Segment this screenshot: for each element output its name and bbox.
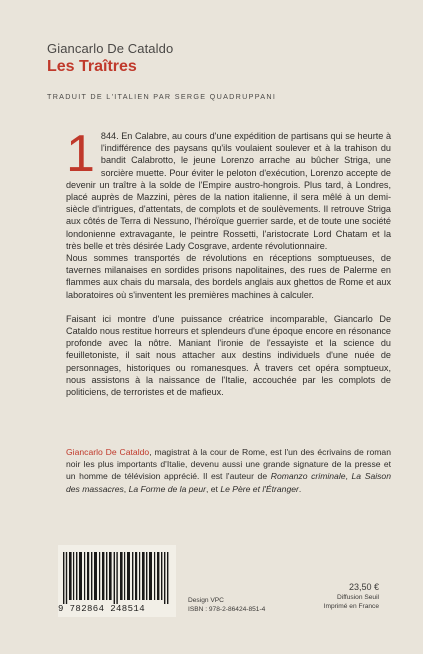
credits xyxy=(188,596,265,614)
author-name: Giancarlo De Cataldo xyxy=(47,41,174,56)
bio-author-name: Giancarlo De Cataldo xyxy=(66,447,150,457)
synopsis-paragraph-1-text: 844. En Calabre, au cours d'une expédition de partisans qui se heurte à l'indifférence des paysans qu'ils voulaient soulever et à la trahison du bandit Calabrotto, le jeune Lorenzo arrache au bûcher Striga, une sorcière muette. Pour éviter le peloton d'exécution, Lorenzo accepte de devenir un traître à la solde de l'Empire austro-hongrois. Plus tard, à Londres, placé auprès de Mazzini, pères de la nation italienne, il sera mêlé à un demi-siècle d'intrigues, d'attentats, de complots et de soulèvements. Il retrouve Striga aux côtés de Terra di Nessuno, l'héroïque guerrier sarde, et de toute une société londonienne extravagante, le peintre Rossetti, l'aristocrate Lord Chatam et la très belle et très désirée Lady Cosgrave, ardente révolutionnaire. xyxy=(66,131,391,251)
drop-cap: 1 xyxy=(66,125,95,183)
book-title-4: Le Père et l'Étranger xyxy=(220,483,299,494)
book-title-1: Romanzo criminale xyxy=(270,471,346,482)
design-credit: Design VPC xyxy=(188,597,224,604)
author-bio-paragraph: Giancarlo De Cataldo, magistrat à la cour de Rome, est l'un des écrivains de roman noir les plus importants d'Italie, devenu aussi une grande signature de la presse et un homme de télévision apprécié. Il est l'auteur de Romanzo criminale, La Saison des massacres, La Forme de la peur, et Le Père et l'Étranger. xyxy=(66,447,391,494)
synopsis-paragraph-1 xyxy=(66,125,391,252)
price: 23,50 € xyxy=(348,582,379,592)
synopsis-paragraph-2: Nous sommes transportés de révolutions en réceptions somptueuses, de tavernes milanaises en sordides prisons napolitaines, des rues de Palerme en flammes aux chais du marsala, des bordels anglais aux ghettos de Rome et aux laboratoires où s'inventent les premières machines à calculer. xyxy=(66,253,391,300)
book-title: Les Traîtres xyxy=(47,58,137,75)
printed-in: Imprimé en France xyxy=(323,603,379,610)
barcode-icon xyxy=(63,552,171,604)
isbn: ISBN : 978-2-86424-851-4 xyxy=(188,606,266,613)
author-bio xyxy=(66,446,391,495)
synopsis xyxy=(66,125,391,398)
synopsis-paragraph-3: Faisant ici montre d'une puissance créatrice incomparable, Giancarlo De Cataldo nous restitue horreurs et splendeurs d'une époque encore en résonance profonde avec la nôtre. Maniant l'ironie de l'essayiste et la science du feuilletoniste, il sait nous attacher aux destins individuels d'une nuée de personnages, historiques ou romanesques. À travers cet opéra somptueux, nous assistons à la naissance de l'Italie, accouchée par les complots de politiciens, de terroristes et de mafieux. xyxy=(66,313,391,398)
price-block xyxy=(324,583,379,611)
distributor: Diffusion Seuil xyxy=(336,594,379,601)
barcode-number: 9 782864 248514 xyxy=(58,604,146,614)
book-title-3: La Forme de la peur xyxy=(128,483,206,494)
translator-credit: TRADUIT DE L'ITALIEN PAR SERGE QUADRUPPANI xyxy=(47,92,277,101)
book-title-2: La Saison des massacres xyxy=(66,471,391,494)
